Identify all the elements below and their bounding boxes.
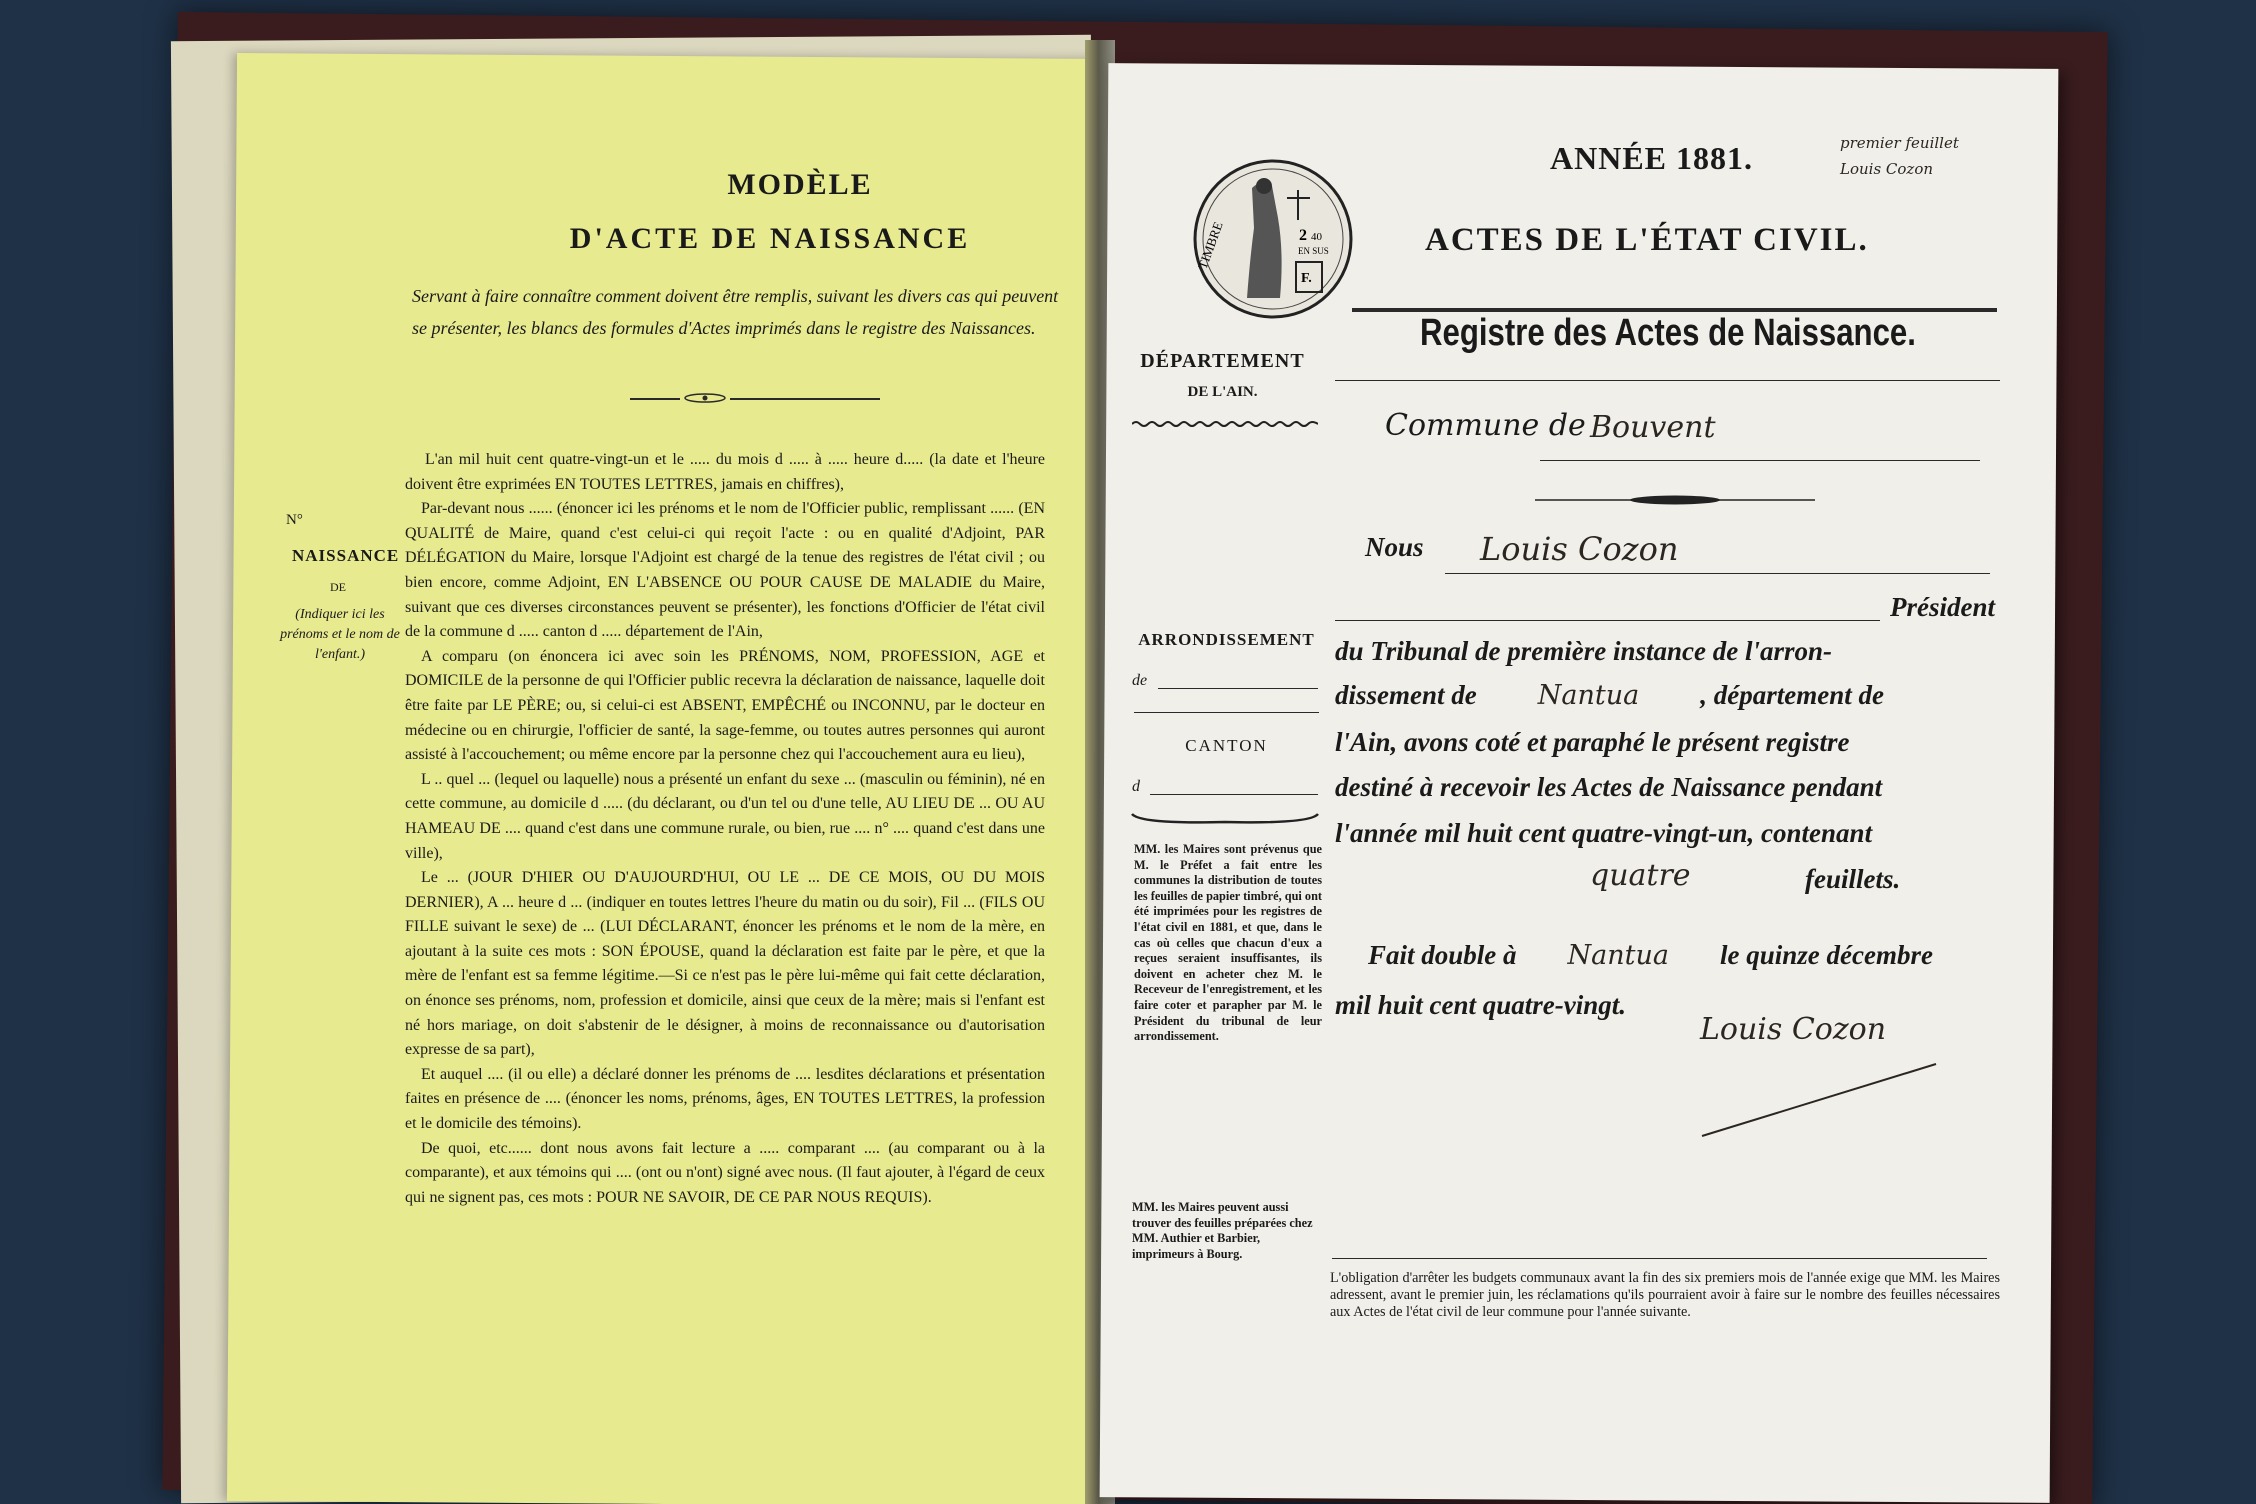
body-line-2 (1335, 680, 1884, 711)
model-paragraph: A comparu (on énoncera ici avec soin les PRÉNOMS, NOM, PROFESSION, AGE et DOMICILE de la personne de qui l'Officier public recevra la déclaration de naissance, laquelle doit être faite par LE PÈRE; ou, si celui-ci est ABSENT, EMPÊCHÉ ou INCONNU, par le docteur en médecine ou en chirurgie, l'officier de santé, la sage-femme, ou toutes autres personnes qui auront assisté à l'accouchement; ou même encore par la personne chez qui l'accouchement aura eu lieu), (405, 647, 1045, 764)
nous-label: Nous (1365, 532, 1424, 562)
register-rule (1335, 380, 2000, 381)
model-description: Servant à faire connaître comment doivent être remplis, suivant les divers cas qui peuvent se présenter, les blancs des formules d'Actes imprimés dans le registre des Naissances. (412, 286, 1059, 338)
bracket-rule (1130, 812, 1320, 828)
margin-number: N° (286, 512, 303, 528)
stamp-price-bottom: 40 (1311, 231, 1322, 243)
president-label: Président (1890, 592, 1995, 622)
body-line-5: l'année mil huit cent quatre-vingt-un, contenant (1335, 818, 1873, 848)
fait-place: Nantua (1567, 940, 1669, 971)
wavy-rule (1132, 420, 1318, 428)
nous-value: Louis Cozon (1480, 530, 1679, 568)
nous-fill-line-2 (1335, 620, 1880, 621)
model-paragraph: L .. quel ... (lequel ou laquelle) nous a présenté un enfant du sexe ... (masculin ou féminin), né en cette commune, au domicile d ..... (du déclarant, ou d'un tel ou d'une telle, AU LIEU DE ... OU AU HAMEAU DE .... quand c'est dans une commune rurale, ou bien, rue .... n° .... quand c'est dans une ville), (405, 770, 1045, 862)
arrondissement-rule (1134, 712, 1319, 713)
handwritten-line: Louis Cozon (1840, 160, 1934, 178)
fait-line (1368, 940, 1933, 971)
feuillets-label: feuillets. (1805, 864, 1901, 894)
commune-value: Bouvent (1590, 410, 1716, 445)
tax-stamp-icon (1192, 158, 1354, 320)
ornament-icon (680, 391, 730, 405)
canton-fill-line (1150, 794, 1318, 795)
handwritten-corner-note (1840, 130, 2010, 182)
arrondissement-label: ARRONDISSEMENT (1138, 630, 1315, 649)
arrondissement-de: de (1132, 672, 1148, 689)
arrondissement-value: Nantua (1537, 680, 1640, 711)
departement-value: DE L'AIN. (1187, 384, 1258, 400)
fait-post: le quinze décembre (1720, 940, 1933, 970)
model-body-text (405, 448, 1045, 1210)
signature-flourish (1700, 1060, 1940, 1140)
notice-maires: MM. les Maires sont prévenus que M. le Préfet a fait entre les communes la distribution de toutes les feuilles de papier timbré, qui ont été imprimées pour les registres de l'état civil en 1881, et que, dans le cas où celles que chacun d'eux a reçues seraient insuffisantes, ils doivent en acheter chez M. le Receveur de l'enregistrement, et les faire coter et parapher par M. le Président du tribunal de leur arrondissement. (1134, 842, 1322, 1044)
body-line-2-pre: dissement de (1335, 680, 1477, 710)
commune-label: Commune de (1385, 408, 1586, 443)
ornament-rule (1535, 494, 1815, 506)
margin-naissance: NAISSANCE (292, 546, 400, 565)
nous-fill-line (1445, 573, 1990, 574)
footnote-rule (1332, 1258, 1987, 1259)
stamp-price-top: 2 (1299, 227, 1307, 244)
model-paragraph: Par-devant nous ...... (énoncer ici les prénoms et le nom de l'Officier public, remplissant ...... (EN QUALITÉ de Maire, quand c'est celui-ci qui reçoit l'acte : ou en qualité d'Adjoint, PAR DÉLÉGATION du Maire, lorsque l'Adjoint est chargé de la tenue des registres de l'état civil ; ou bien encore, comme Adjoint, EN L'ABSENCE OU POUR CAUSE DE MALADIE du Maire, suivant que ces diverses circonstances peuvent se présenter), les fonctions d'Officier de l'état civil de la commune d ..... canton d ..... département de l'Ain, (405, 500, 1045, 641)
body-line-1: du Tribunal de première instance de l'arron- (1335, 636, 1833, 666)
fait-line-2: mil huit cent quatre-vingt. (1335, 990, 1627, 1020)
model-paragraph: De quoi, etc...... dont nous avons fait lecture a ..... comparant .... (au comparant ou à la comparante), et aux témoins qui .... (ont ou n'ont) signé avec nous. (Il faut ajouter, à l'égard de ceux qui ne signent pas, ces mots : POUR NE SAVOIR, DE CE PAR NOUS REQUIS). (405, 1139, 1045, 1206)
body-line-3: l'Ain, avons coté et paraphé le présent registre (1335, 727, 1850, 757)
feuillets-value: quatre (1590, 858, 1691, 893)
model-subtitle: D'ACTE DE NAISSANCE (569, 222, 971, 255)
stamp-price-note: EN SUS (1298, 246, 1329, 256)
fait-pre: Fait double à (1368, 940, 1517, 970)
notice-feuilles: MM. les Maires peuvent aussi trouver des feuilles préparées chez MM. Authier et Barbier, imprimeurs à Bourg. (1132, 1200, 1313, 1261)
model-paragraph: L'an mil huit cent quatre-vingt-un et le ..... du mois d ..... à ..... heure d..... (la date et l'heure doivent être exprimées EN TOUTES LETTRES, jamais en chiffres), (405, 451, 1045, 493)
model-paragraph: Et auquel .... (il ou elle) a déclaré donner les prénoms de .... lesdites déclarations et présentation faites en présence de .... (énoncer les noms, prénoms, âges, EN TOUTES LETTRES, la profession et le domicile des témoins). (405, 1065, 1045, 1133)
commune-fill-line (1540, 460, 1980, 461)
divider (630, 398, 880, 400)
body-line-4: destiné à recevoir les Actes de Naissance pendant (1335, 772, 1883, 802)
canton-label: CANTON (1185, 736, 1268, 755)
signature: Louis Cozon (1700, 1012, 1887, 1047)
body-line-2-post: , département de (1700, 680, 1884, 710)
stamp-letters: F. (1301, 271, 1312, 286)
departement-label: DÉPARTEMENT (1140, 350, 1305, 372)
footnote: L'obligation d'arrêter les budgets communaux avant la fin des six premiers mois de l'année exige que MM. les Maires adressent, avant le premier juin, les réclamations qu'ils pourraient avoir à faire sur le nombre des feuilles nécessaires aux Actes de l'état civil de leur commune pour l'année suivante. (1330, 1270, 2000, 1320)
register-title: Registre des Actes de Naissance. (1420, 312, 1916, 354)
margin-hint: (Indiquer ici les prénoms et le nom de l'enfant.) (280, 607, 400, 662)
canton-d: d (1132, 778, 1140, 795)
margin-de: DE (330, 580, 346, 594)
arrondissement-fill-line (1158, 688, 1318, 689)
register-year: ANNÉE 1881. (1550, 140, 1754, 176)
stamp-word: TIMBRE (1194, 219, 1226, 272)
model-paragraph: Le ... (JOUR D'HIER OU D'AUJOURD'HUI, OU LE ... DE CE MOIS, OU DU MOIS DERNIER), A ... heure d ... (indiquer en toutes lettres l'heure du matin ou du soir), Fil ... (FILS OU FILLE suivant le sexe) de ... (LUI DÉCLARANT, énoncer les prénoms et le nom de la mère, en ajoutant à la suite ces mots : SON ÉPOUSE, quand la déclaration est faite par le père, et que la mère de l'enfant est sa femme légitime.—Si ce n'est pas le père lui-même qui fait cette déclaration, on énonce ses prénoms, nom, profession et domicile, ainsi que ceux de la mère; mais si l'enfant est né hors mariage, on doit s'abstenir de le désigner, à moins de reconnaissance ou d'autorisation expresse de sa part), (405, 869, 1045, 1059)
model-title: MODÈLE (727, 168, 873, 201)
main-heading: ACTES DE L'ÉTAT CIVIL. (1425, 222, 1869, 258)
handwritten-line: premier feuillet (1840, 134, 1959, 152)
